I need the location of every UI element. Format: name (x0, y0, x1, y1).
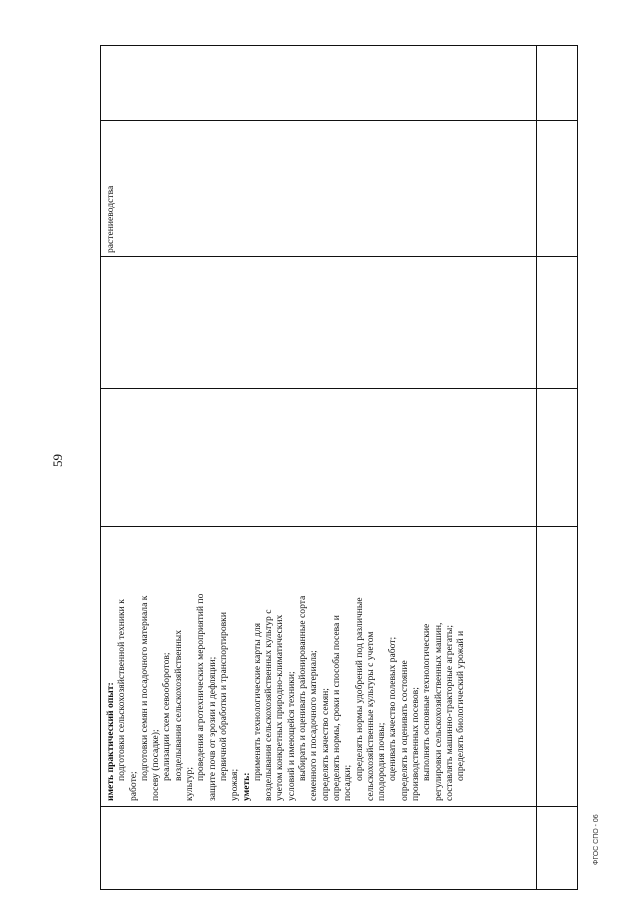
subject-cell-text: растениеводства (105, 185, 116, 253)
skills-text-line: составлять машинно-тракторные агрегаты; (443, 624, 455, 801)
skills-text-line: определять и оценивать состояние (398, 660, 410, 801)
skills-text-line: реализации схем севооборотов; (161, 652, 173, 781)
skills-text-line: посеву (посадке); (150, 729, 162, 801)
skills-text-line: культур; (184, 766, 196, 801)
skills-text-line: определять нормы, сроки и способы посева и (330, 615, 342, 801)
skills-text-line: проведения агротехнических мероприятий по (195, 593, 207, 781)
skills-text-line: производственных посевов; (410, 687, 422, 801)
skills-text-line: семенного и посадочного материала; (308, 650, 320, 801)
skills-text-line: подготовки семян и посадочного материала к (138, 595, 150, 781)
skills-text-line: применять технологические карты для (251, 622, 263, 781)
skills-text-line: подготовки сельскохозяйственной техники к (116, 599, 128, 781)
skills-text-line: выполнять основные технологические (421, 623, 433, 781)
skills-text-line: выбирать и оценивать районированные сорта (297, 595, 309, 781)
column-divider (101, 388, 577, 389)
skills-text-line: учетом конкретных природно-климатических (274, 614, 286, 801)
skills-column-text (101, 527, 577, 807)
skills-text-line: плодородия почвы; (376, 722, 388, 801)
skills-text-line: определять качество семян; (319, 688, 331, 801)
skills-text-line: сельскохозяйственные культуры с учетом (364, 631, 376, 801)
skills-text-line: регулировки сельскохозяйственных машин, (432, 622, 444, 801)
skills-text-line: урожая; (229, 768, 241, 801)
skills-text-line: возделывания сельскохозяйственных культур с (263, 609, 275, 801)
skills-text-line: посадки; (342, 764, 354, 801)
skills-text-line: иметь практический опыт: (105, 682, 116, 801)
skills-text-line: условий и имеющейся техники; (285, 671, 297, 801)
column-divider (101, 120, 577, 121)
skills-text-line: первичной обработки и транспортировки (217, 612, 229, 781)
skills-text-line: возделывания сельскохозяйственных (172, 629, 184, 781)
skills-text-line: определять нормы удобрений под различные (353, 597, 365, 781)
page-number: 59 (50, 454, 65, 467)
column-divider (101, 256, 577, 257)
skills-text-line: защите почв от эрозии и дефляции; (206, 656, 218, 801)
skills-text-line: уметь: (240, 772, 252, 801)
footer-code: ФГОС СПО - 06 (593, 814, 600, 865)
skills-text-line: работе; (127, 771, 139, 801)
competency-table (100, 45, 578, 890)
skills-text-line: определять биологический урожай и (455, 630, 467, 781)
skills-text-line: оценивать качество полевых работ; (387, 636, 399, 781)
